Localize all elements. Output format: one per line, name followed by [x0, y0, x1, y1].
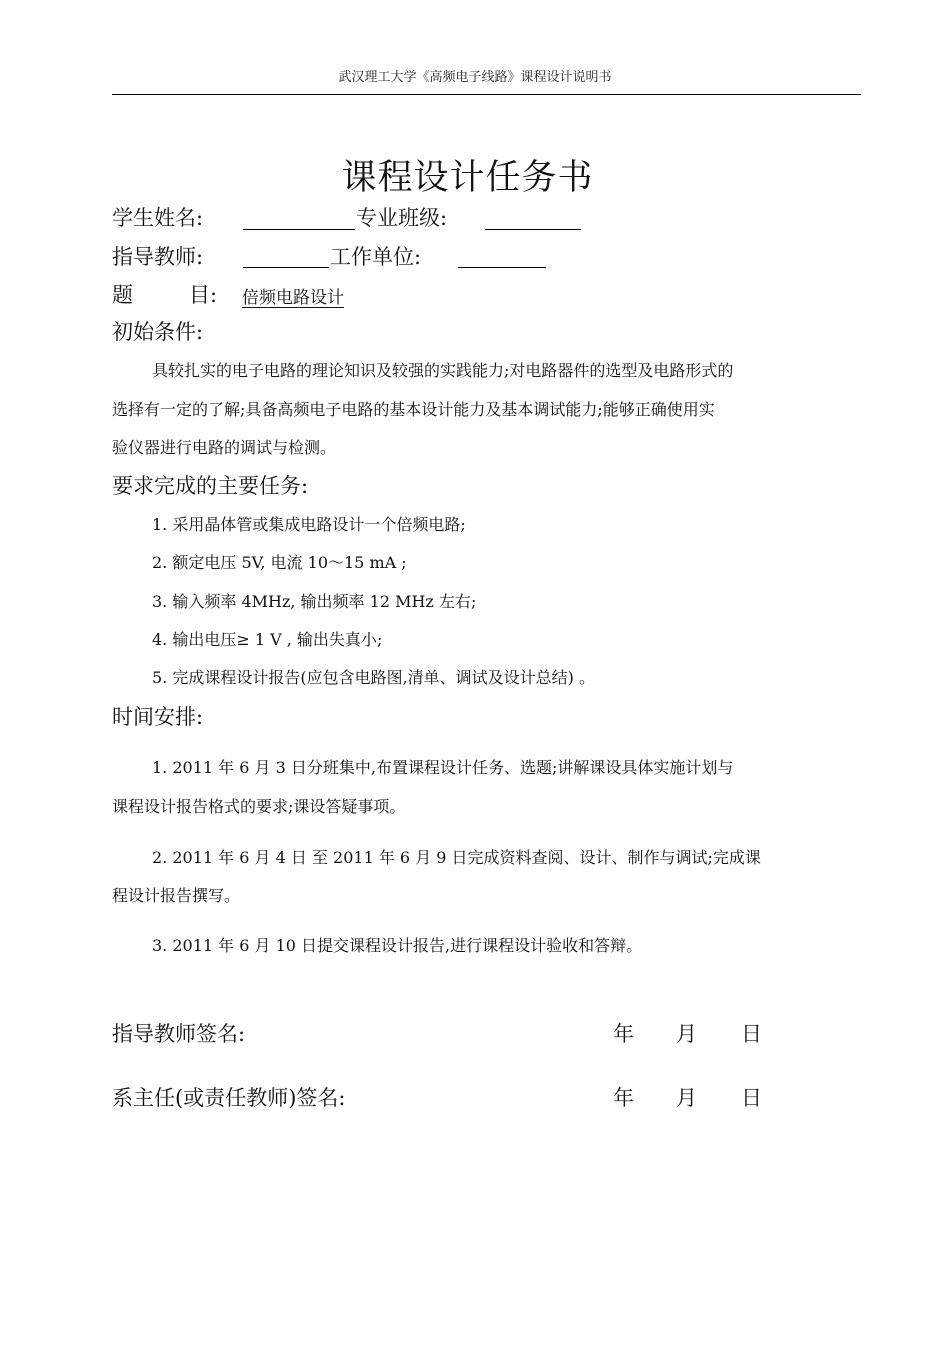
schedule-heading: 时间安排:	[112, 705, 204, 729]
student-name-line	[243, 229, 355, 230]
student-name-label: 学生姓名:	[112, 206, 204, 230]
signature-month: 月	[676, 1022, 697, 1046]
conditions-heading: 初始条件:	[112, 320, 204, 344]
conditions-line-3: 验仪器进行电路的调试与检测。	[112, 438, 337, 457]
schedule-item-2-line-1: 2. 2011 年 6 月 4 日 至 2011 年 6 月 9 日完成资料查阅、设计、制作与调试;完成课	[152, 848, 761, 867]
schedule-item-2-line-2: 程设计报告撰写。	[112, 886, 241, 905]
unit-label: 工作单位:	[330, 245, 422, 269]
header-rule	[112, 94, 861, 95]
director-signature-label: 系主任(或责任教师)签名:	[112, 1086, 346, 1110]
tasks-heading: 要求完成的主要任务:	[112, 474, 309, 498]
conditions-line-1: 具较扎实的电子电路的理论知识及较强的实践能力;对电路器件的选型及电路形式的	[152, 361, 734, 380]
signature-month: 月	[676, 1086, 697, 1110]
signature-day: 日	[741, 1086, 762, 1110]
schedule-item-3: 3. 2011 年 6 月 10 日提交课程设计报告,进行课程设计验收和答辩。	[152, 936, 643, 955]
task-item: 3. 输入频率 4MHz, 输出频率 12 MHz 左右;	[152, 592, 477, 611]
class-line	[485, 229, 581, 230]
conditions-line-2: 选择有一定的了解;具备高频电子电路的基本设计能力及基本调试能力;能够正确使用实	[112, 400, 715, 419]
schedule-item-1-line-2: 课程设计报告格式的要求;课设答疑事项。	[112, 797, 406, 816]
topic-label-first: 题	[112, 283, 133, 307]
signature-day: 日	[741, 1022, 762, 1046]
task-item: 2. 额定电压 5V, 电流 10～15 mA ;	[152, 553, 407, 572]
task-item: 1. 采用晶体管或集成电路设计一个倍频电路;	[152, 515, 466, 534]
unit-line	[458, 267, 546, 268]
task-item: 4. 输出电压≥ 1 V , 输出失真小;	[152, 630, 383, 649]
signature-year: 年	[613, 1086, 634, 1110]
advisor-signature-label: 指导教师签名:	[112, 1022, 246, 1046]
topic-value: 倍频电路设计	[242, 288, 344, 308]
schedule-item-1-line-1: 1. 2011 年 6 月 3 日分班集中,布置课程设计任务、选题;讲解课设具体实施计划与	[152, 758, 734, 777]
topic-label-second: 目:	[189, 283, 218, 307]
signature-year: 年	[613, 1022, 634, 1046]
document-title: 课程设计任务书	[341, 158, 594, 198]
task-item: 5. 完成课程设计报告(应包含电路图,清单、调试及设计总结) 。	[152, 668, 596, 687]
advisor-label: 指导教师:	[112, 245, 204, 269]
advisor-line	[243, 267, 329, 268]
class-label: 专业班级:	[356, 206, 448, 230]
page-header: 武汉理工大学《高频电子线路》课程设计说明书	[338, 70, 612, 85]
